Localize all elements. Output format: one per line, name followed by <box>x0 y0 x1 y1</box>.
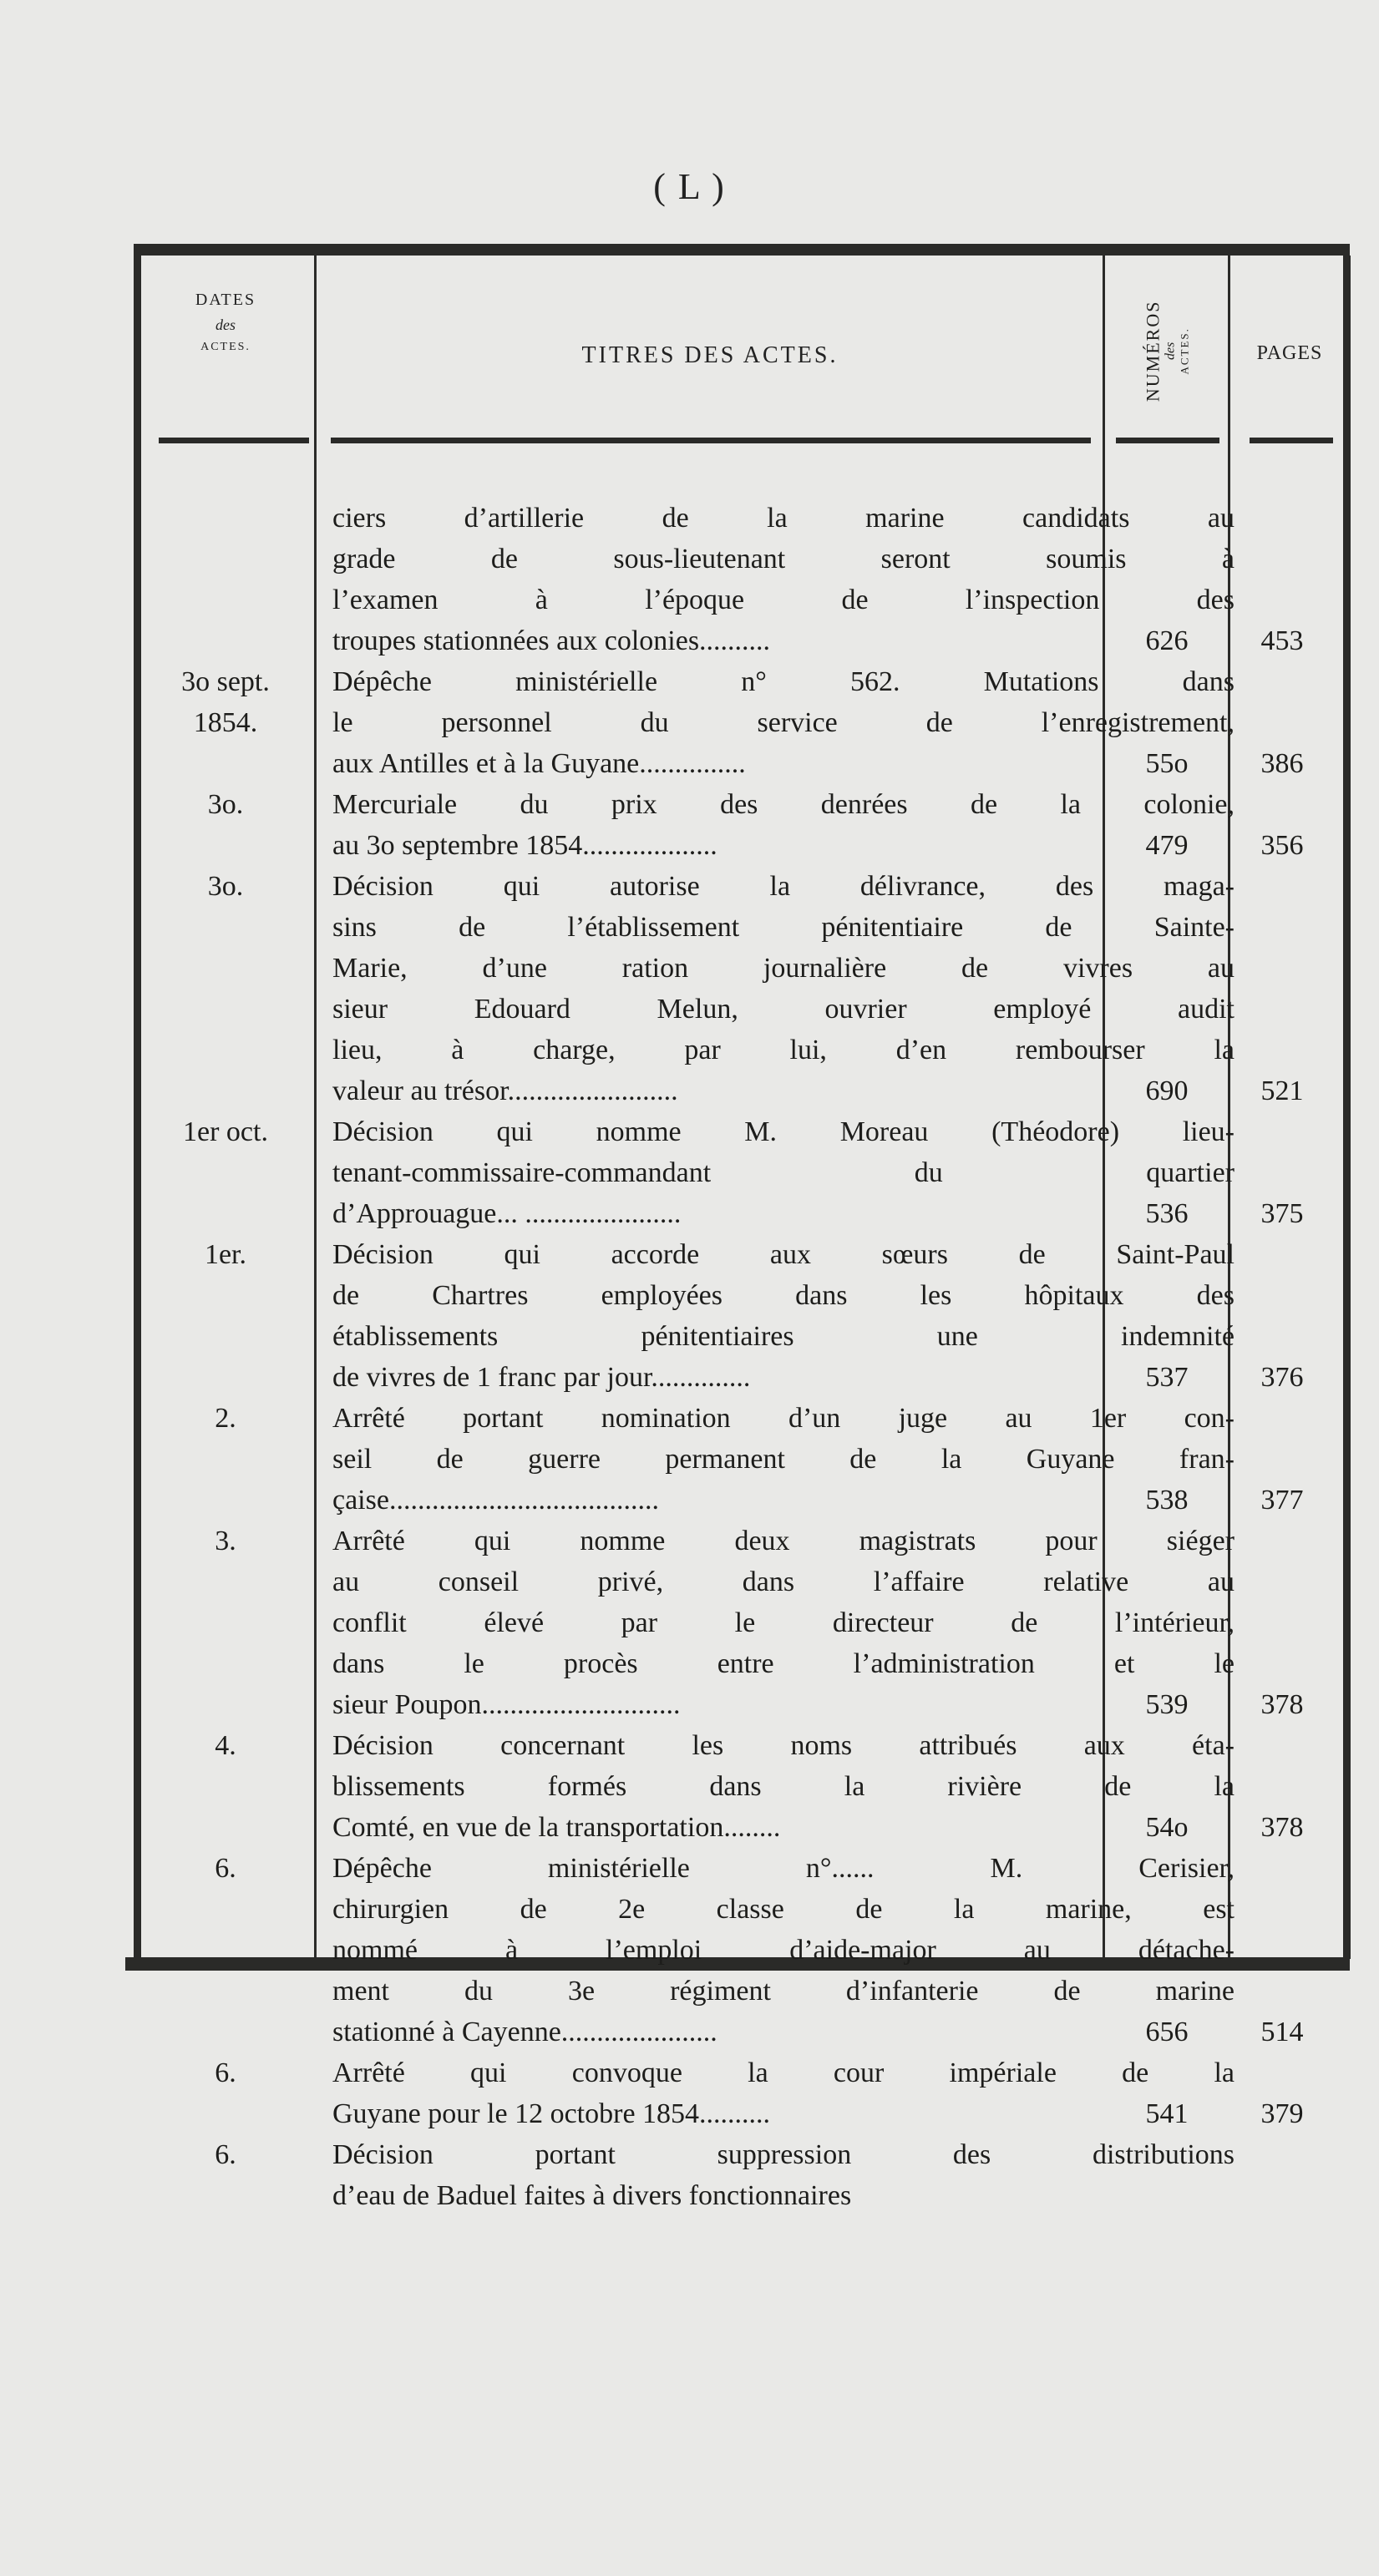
row-date: 3o. <box>207 871 244 902</box>
row-title-line: nommé à l’emploi d’aide-major au détache- <box>332 1935 1235 1966</box>
row-title-line: établissements pénitentiaires une indemnité <box>332 1321 1235 1352</box>
row-numero: 538 <box>1145 1485 1189 1516</box>
row-title-line: Arrêté portant nomination d’un juge au 1er con- <box>332 1403 1235 1434</box>
row-title-line: Guyane pour le 12 octobre 1854.......... <box>332 2098 771 2129</box>
row-title-line: ment du 3e régiment d’infanterie de marine <box>332 1976 1235 2007</box>
row-date: 3o. <box>207 789 244 820</box>
row-title-line: çaise...................................... <box>332 1485 659 1516</box>
row-date: 1er oct. <box>183 1116 268 1147</box>
row-title <box>332 2134 1235 2216</box>
table-row <box>142 784 1345 866</box>
row-title <box>332 1111 1235 1234</box>
row-title-line: d’eau de Baduel faites à divers fonctionnaires <box>332 2180 852 2211</box>
row-title-line: Décision concernant les noms attribués aux éta- <box>332 1730 1235 1761</box>
row-numero: 541 <box>1145 2098 1189 2129</box>
row-numero: 55o <box>1145 748 1189 779</box>
table-row <box>142 1521 1345 1725</box>
row-numero: 479 <box>1145 830 1189 861</box>
row-title-line: Dépêche ministérielle n°...... M. Cerisier, <box>332 1853 1235 1884</box>
header-rule-titles <box>331 438 1091 443</box>
row-date: 3. <box>215 1526 236 1556</box>
row-page: 521 <box>1260 1075 1304 1106</box>
row-title-line: l’examen à l’époque de l’inspection des <box>332 585 1235 615</box>
row-title-line: sieur Edouard Melun, ouvrier employé audit <box>332 994 1235 1025</box>
row-page: 378 <box>1260 1689 1304 1720</box>
row-page: 378 <box>1260 1812 1304 1843</box>
row-title-line: Décision portant suppression des distributions <box>332 2139 1235 2170</box>
row-numero: 537 <box>1145 1362 1189 1393</box>
row-title-line: de vivres de 1 franc par jour.............. <box>332 1362 751 1393</box>
row-title-line: au 3o septembre 1854................... <box>332 830 717 861</box>
row-title-line: seil de guerre permanent de la Guyane fran- <box>332 1444 1235 1475</box>
row-title-line: grade de sous-lieutenant seront soumis à <box>332 544 1235 574</box>
row-title-line: Marie, d’une ration journalière de vivres au <box>332 953 1235 984</box>
row-title-line: dans le procès entre l’administration et le <box>332 1648 1235 1679</box>
row-title <box>332 2052 1235 2134</box>
header-dates-line3: ACTES. <box>200 341 251 353</box>
row-page: 453 <box>1260 625 1304 656</box>
row-date: 6. <box>215 2057 236 2088</box>
row-date: 6. <box>215 1853 236 1884</box>
header-dates <box>142 291 309 354</box>
row-title-line: Décision qui nomme M. Moreau (Théodore) lieu- <box>332 1116 1235 1147</box>
row-title-line: de Chartres employées dans les hôpitaux des <box>332 1280 1235 1311</box>
row-page: 514 <box>1260 2017 1304 2047</box>
row-title-line: Arrêté qui nomme deux magistrats pour siéger <box>332 1526 1235 1556</box>
row-date: 4. <box>215 1730 236 1761</box>
row-date: 1er. <box>204 1239 247 1270</box>
header-numeros <box>1104 276 1229 426</box>
row-title-line: Mercuriale du prix des denrées de la colonie, <box>332 789 1235 820</box>
row-title-line: lieu, à charge, par lui, d’en rembourser la <box>332 1035 1235 1065</box>
table-row <box>142 866 1345 1111</box>
row-title <box>332 1234 1235 1398</box>
row-title <box>332 866 1235 1111</box>
row-title-line: d’Approuague... ...................... <box>332 1198 682 1229</box>
table-row <box>142 1398 1345 1521</box>
row-title-line: chirurgien de 2e classe de la marine, est <box>332 1894 1235 1925</box>
row-numero: 626 <box>1145 625 1189 656</box>
row-title-line: Comté, en vue de la transportation........ <box>332 1812 781 1843</box>
row-page: 377 <box>1260 1485 1304 1516</box>
table-row <box>142 1111 1345 1234</box>
table-left-border <box>134 256 141 1959</box>
row-title <box>332 661 1235 784</box>
row-date: 6. <box>215 2139 236 2170</box>
row-title-line: au conseil privé, dans l’affaire relative au <box>332 1566 1235 1597</box>
row-date: 3o sept. 1854. <box>181 666 270 738</box>
row-page: 356 <box>1260 830 1304 861</box>
header-dates-line2: des <box>215 316 236 333</box>
row-page: 376 <box>1260 1362 1304 1393</box>
page-number: ( L ) <box>653 166 726 207</box>
header-rule-numeros <box>1116 438 1219 443</box>
row-title-line: blissements formés dans la rivière de la <box>332 1771 1235 1802</box>
table-body <box>142 498 1345 2216</box>
header-rule-pages <box>1250 438 1333 443</box>
table-row <box>142 498 1345 661</box>
row-title <box>332 498 1235 661</box>
row-date: 2. <box>215 1403 236 1434</box>
row-title-line: Décision qui accorde aux sœurs de Saint-Paul <box>332 1239 1235 1270</box>
row-numero: 54o <box>1145 1812 1189 1843</box>
row-title <box>332 1725 1235 1848</box>
row-title-line: sieur Poupon............................ <box>332 1689 681 1720</box>
row-numero: 690 <box>1145 1075 1189 1106</box>
row-title <box>332 1521 1235 1725</box>
row-page: 386 <box>1260 748 1304 779</box>
header-numeros-line2: des <box>1163 342 1178 360</box>
header-pages: PAGES <box>1256 342 1323 364</box>
row-numero: 656 <box>1145 2017 1189 2047</box>
row-title-line: Décision qui autorise la délivrance, des maga- <box>332 871 1235 902</box>
header-dates-line1: DATES <box>195 291 256 309</box>
row-title-line: le personnel du service de l’enregistrement, <box>332 707 1235 738</box>
table-row <box>142 2134 1345 2216</box>
row-title-line: ciers d’artillerie de la marine candidats au <box>332 503 1235 534</box>
row-title-line: tenant-commissaire-commandant du quartier <box>332 1157 1235 1188</box>
table-row <box>142 1725 1345 1848</box>
row-page: 375 <box>1260 1198 1304 1229</box>
row-title <box>332 1398 1235 1521</box>
row-title-line: Dépêche ministérielle n° 562. Mutations dans <box>332 666 1235 697</box>
header-numeros-line1: NUMÉROS <box>1142 300 1164 402</box>
header-titles: TITRES DES ACTES. <box>581 342 839 368</box>
table-row <box>142 2052 1345 2134</box>
row-title-line: aux Antilles et à la Guyane............... <box>332 748 746 779</box>
row-numero: 536 <box>1145 1198 1189 1229</box>
row-title-line: stationné à Cayenne...................... <box>332 2017 717 2047</box>
row-numero: 539 <box>1145 1689 1189 1720</box>
row-title-line: Arrêté qui convoque la cour impériale de la <box>332 2057 1235 2088</box>
row-title-line: valeur au trésor........................ <box>332 1075 678 1106</box>
row-title <box>332 1848 1235 2052</box>
table-row <box>142 1848 1345 2052</box>
table-top-rule <box>134 244 1350 256</box>
header-numeros-line3: ACTES. <box>1178 326 1191 375</box>
row-title-line: sins de l’établissement pénitentiaire de Sainte- <box>332 912 1235 943</box>
table-row <box>142 661 1345 784</box>
row-title-line: troupes stationnées aux colonies.......... <box>332 625 771 656</box>
table-row <box>142 1234 1345 1398</box>
row-page: 379 <box>1260 2098 1304 2129</box>
row-title-line: conflit élevé par le directeur de l’intérieur, <box>332 1607 1235 1638</box>
header-rule-dates <box>159 438 309 443</box>
row-title <box>332 784 1235 866</box>
